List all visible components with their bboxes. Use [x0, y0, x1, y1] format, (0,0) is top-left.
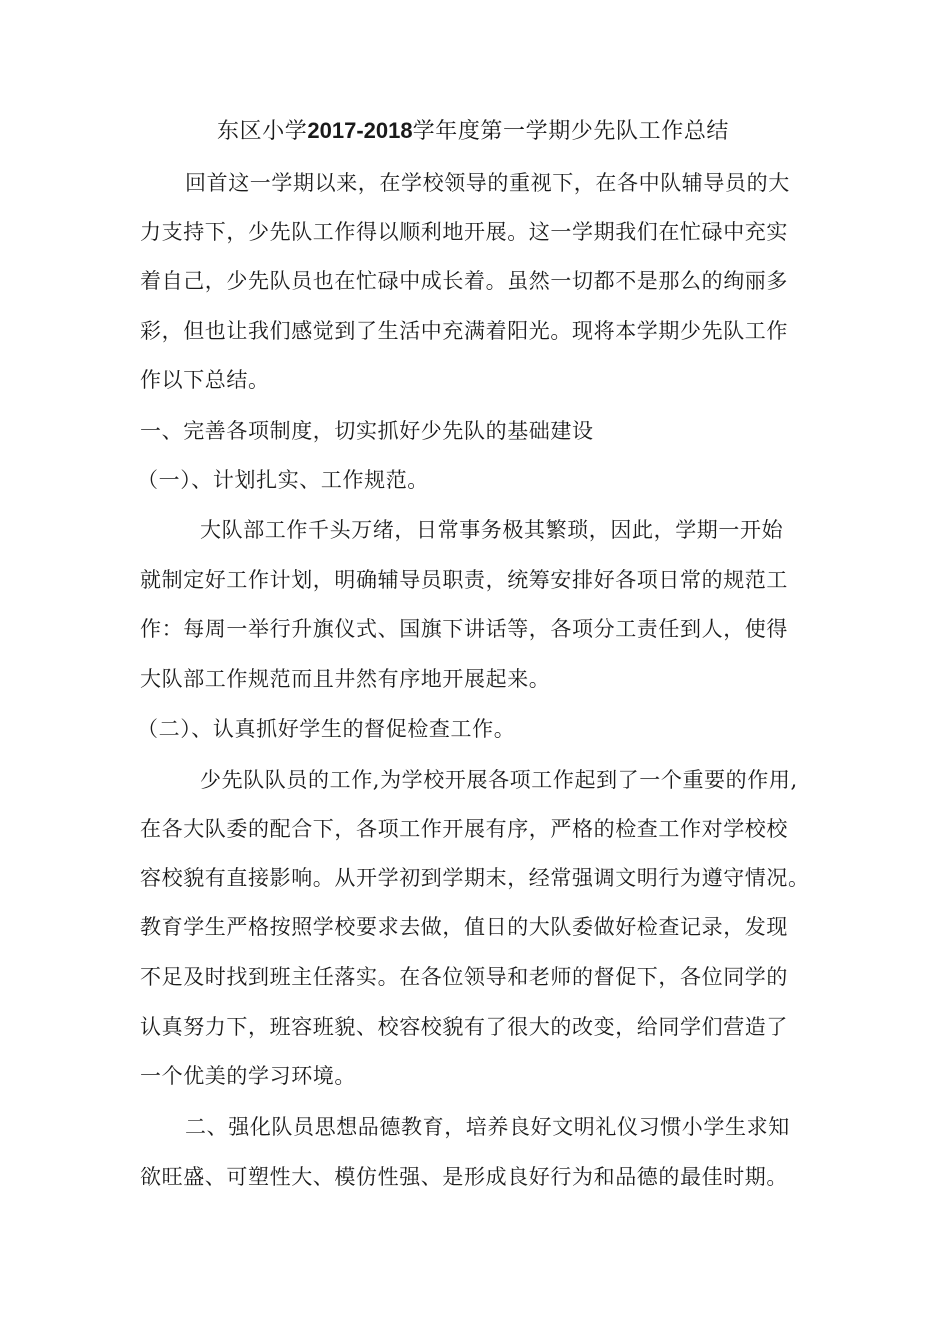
paragraph-line: 大队部工作规范而且井然有序地开展起来。 — [140, 667, 551, 691]
paragraph-line: 认真努力下，班容班貌、校容校貌有了很大的改变，给同学们营造了 — [140, 1015, 788, 1039]
document-title — [217, 117, 729, 146]
title-year: 2017-2018 — [307, 118, 413, 143]
title-prefix: 东区小学 — [217, 119, 308, 144]
title-suffix: 学年度第一学期少先队工作总结 — [412, 119, 730, 144]
paragraph-line: 欲旺盛、可塑性大、模仿性强、是形成良好行为和品德的最佳时期。 — [140, 1165, 788, 1189]
paragraph-line: 一个优美的学习环境。 — [140, 1064, 356, 1088]
paragraph-line: 作以下总结。 — [140, 368, 270, 392]
paragraph-line: 不足及时找到班主任落实。在各位领导和老师的督促下，各位同学的 — [140, 965, 788, 989]
section-heading: 一、完善各项制度，切实抓好少先队的基础建设 — [140, 419, 594, 443]
subsection-heading: （二）、认真抓好学生的督促检查工作。 — [137, 717, 516, 741]
paragraph-line: 就制定好工作计划，明确辅导员职责，统筹安排好各项日常的规范工 — [140, 568, 788, 592]
paragraph-line: 彩，但也让我们感觉到了生活中充满着阳光。现将本学期少先队工作 — [140, 319, 788, 343]
paragraph-line: 在各大队委的配合下，各项工作开展有序，严格的检查工作对学校校 — [140, 817, 788, 841]
paragraph-line: 回首这一学期以来，在学校领导的重视下，在各中队辅导员的大 — [185, 171, 790, 195]
paragraph-line: 少先队队员的工作,为学校开展各项工作起到了一个重要的作用, — [200, 768, 798, 792]
section-heading: 二、强化队员思想品德教育，培养良好文明礼仪习惯小学生求知 — [185, 1115, 790, 1139]
paragraph-line: 作：每周一举行升旗仪式、国旗下讲话等，各项分工责任到人，使得 — [140, 617, 788, 641]
paragraph-line: 容校貌有直接影响。从开学初到学期末，经常强调文明行为遵守情况。 — [140, 866, 810, 890]
subsection-heading: （一）、计划扎实、工作规范。 — [137, 468, 429, 492]
paragraph-line: 大队部工作千头万绪，日常事务极其繁琐，因此，学期一开始 — [200, 518, 784, 542]
paragraph-line: 力支持下，少先队工作得以顺利地开展。这一学期我们在忙碌中充实 — [140, 220, 788, 244]
paragraph-line: 着自己，少先队员也在忙碌中成长着。虽然一切都不是那么的绚丽多 — [140, 269, 788, 293]
paragraph-line: 教育学生严格按照学校要求去做，值日的大队委做好检查记录，发现 — [140, 915, 788, 939]
